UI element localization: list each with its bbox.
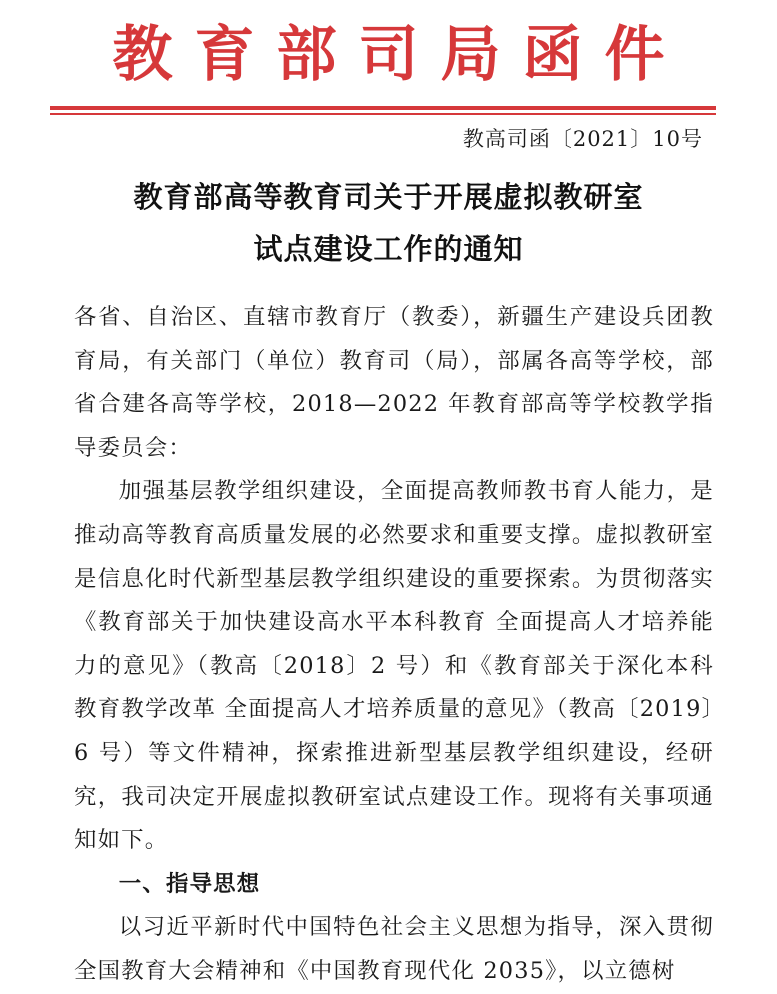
guiding-ideology-paragraph: 以习近平新时代中国特色社会主义思想为指导，深入贯彻全国教育大会精神和《中国教育现代化 2035》，以立德树 bbox=[74, 914, 714, 984]
section-heading-guiding-ideology: 一、指导思想 bbox=[118, 870, 261, 897]
notice-title-line-1: 教育部高等教育司关于开展虚拟教研室 bbox=[133, 180, 644, 214]
addressee-paragraph: 各省、自治区、直辖市教育厅（教委），新疆生产建设兵团教育局，有关部门（单位）教育司（局），部属各高等学校，部省合建各高等学校，2018—2022 年教育部高等学校教学指导委员会： bbox=[74, 304, 714, 461]
masthead-divider-thin bbox=[50, 113, 716, 115]
masthead-title: 教育部司局函件 bbox=[112, 20, 687, 90]
document-number: 教高司函〔2021〕10号 bbox=[462, 127, 703, 151]
notice-body bbox=[74, 296, 714, 994]
intro-paragraph: 加强基层教学组织建设，全面提高教师教书育人能力，是推动高等教育高质量发展的必然要求和重要支撑。虚拟教研室是信息化时代新型基层教学组织建设的重要探索。为贯彻落实《教育部关于加快建设高水平本科教育 全面提高人才培养能力的意见》（教高〔2018〕2 号）和《教育部关于深化本科教育教学改革 全面提高人才培养质量的意见》（教高〔2019〕6 号）等文件精神，探索推进新型基层教学组织建设，经研究，我司决定开展虚拟教研室试点建设工作。现将有关事项通知如下。 bbox=[74, 478, 714, 854]
notice-title-line-2: 试点建设工作的通知 bbox=[253, 232, 524, 266]
masthead-divider-thick bbox=[50, 106, 716, 110]
